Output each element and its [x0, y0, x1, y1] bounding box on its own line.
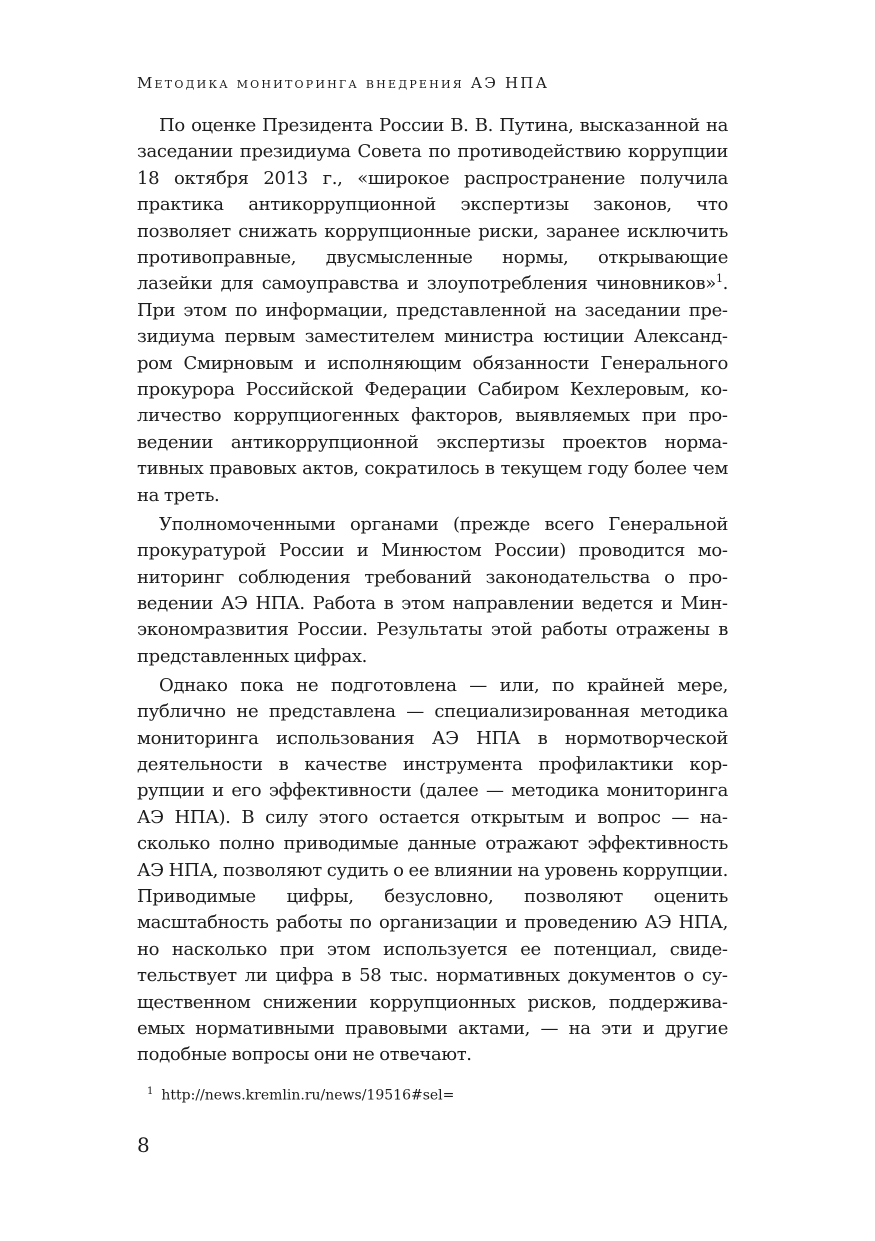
footnote [147, 1086, 454, 1104]
body-text [137, 113, 728, 1071]
paragraph-1-text: По оценке Президента России В. В. Путина, высказанной на заседании президиума Совета по противодействию коррупции 18 октября 2013 г., «широкое распространение получила практика антикоррупционной экспертизы законов, что позволяет снижать коррупционные риски, заранее исключить противоправные, двусмысленные нормы, открывающие лазейки для самоуправства и злоупотребления чиновников» [137, 115, 728, 295]
page-number: 8 [137, 1133, 150, 1157]
paragraph-2: Уполномоченными органами (прежде всего Генеральной прокуратурой России и Минюстом России) проводится мониторинг соблюдения требований законодательства о проведении АЭ НПА. Работа в этом направлении ведется и Минэкономразвития России. Результаты этой работы отражены в представленных цифрах. [137, 513, 728, 667]
footnote-link[interactable]: http://news.kremlin.ru/news/19516#sel= [161, 1087, 455, 1104]
footnote-number: 1 [147, 1086, 154, 1097]
paragraph-3: Однако пока не подготовлена — или, по крайней мере, публично не представлена — специализированная методика мониторинга использования АЭ НПА в нормотворческой деятельности в качестве инструмента профилактики коррупции и его эффективности (далее — методика мониторинга АЭ НПА). В силу этого остается открытым и вопрос — насколько полно приводимые данные отражают эффективность АЭ НПА, позволяют судить о ее влиянии на уровень коррупции. Приводимые цифры, безусловно, позволяют оценить масштабность работы по организации и проведению АЭ НПА, но насколько при этом используется ее потенциал, свидетельствует ли цифра в 58 тыс. нормативных документов о существенном снижении коррупционных рисков, поддерживаемых нормативными правовыми актами, — на эти и другие подобные вопросы они не отвечают. [137, 674, 728, 1066]
running-head: Методика мониторинга внедрения АЭ НПА [137, 74, 550, 92]
paragraph-1-text-continued: . При этом по информации, представленной на заседании президиума первым заместителем министра юстиции Александром Смирновым и исполняющим обязанности Генерального прокурора Российской Федерации Сабиром Кехлеровым, количество коррупциогенных факторов, выявляемых при проведении антикоррупционной экспертизы проектов нормативных правовых актов, сократилось в текущем году более чем на треть. [137, 273, 728, 506]
paragraph-1 [137, 113, 728, 509]
footnote-reference[interactable]: 1 [715, 272, 723, 286]
